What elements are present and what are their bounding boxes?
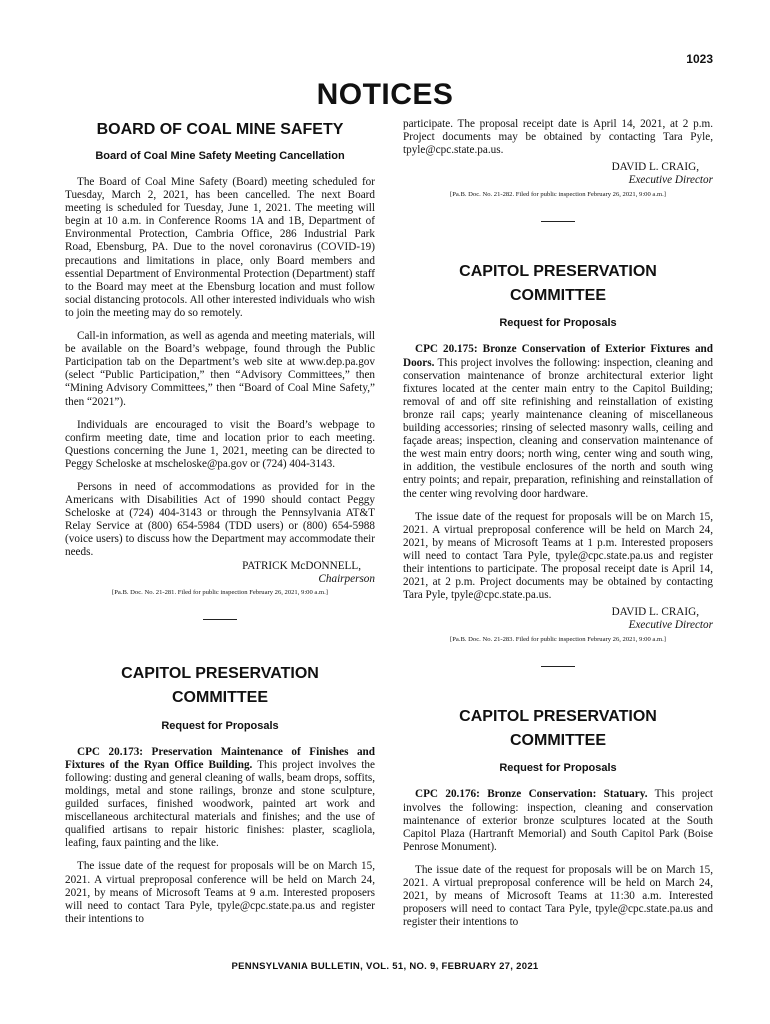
board-paragraph-4: Persons in need of accommodations as provided for in the Americans with Disabilities Act of 1990 should contact Peggy Scheloske at (724) 404-3143 or through the Pennsylvania AT&T Relay Service at (800) 654-5984 (TDD users) or (800) 654-5988 (voice users) to discuss how the Department may accommodate their needs. xyxy=(65,480,375,559)
page-number: 1023 xyxy=(686,52,713,66)
page-title: NOTICES xyxy=(316,78,454,111)
signer-1-title: Executive Director xyxy=(628,174,713,187)
cpc-title-line-2: COMMITTEE xyxy=(510,287,606,305)
cpc-175-paragraph xyxy=(403,343,713,500)
cpc-175-text: This project involves the following: inspection, cleaning and conservation maintenance of bronze architectural exterior light fixtures located at the center main entry to the Capitol Building; removal of and off site refinishing and reinstallation of existing bronze rail caps; yearly maintenance cleaning of miscellaneous building accessories; rinsing of selected masonry walls, ceiling and façade areas; inspection, cleaning and conservation maintenance of the west main entry doors; north wing, center wing and south wing, in addition, the vestibule enclosures of the north and south wing entry points; and repair, preparation, refinishing and reinstallation of the center wing revolving door hardware. xyxy=(403,356,713,500)
board-subtitle: Board of Coal Mine Safety Meeting Cancellation xyxy=(95,150,345,162)
cpc-subtitle: Request for Proposals xyxy=(499,317,617,330)
doc-line-1: [Pa.B. Doc. No. 21-282. Filed for public inspection February 26, 2021, 9:00 a.m.] xyxy=(450,191,666,199)
cpc-176-lead: CPC 20.176: Bronze Conservation: Statuary. xyxy=(415,788,648,801)
board-title: BOARD OF COAL MINE SAFETY xyxy=(96,121,344,138)
cpc2-title-line-2: COMMITTEE xyxy=(510,732,606,750)
cpc-176-issue-paragraph: The issue date of the request for proposals will be on March 15, 2021. A virtual preproposal conference will be held on March 24, 2021, by means of Microsoft Teams at 11:30 a.m. Interested proposers will need to contact Tara Pyle, tpyle@cpc.state.pa.us and register their intentions to xyxy=(403,863,713,929)
page-footer: PENNSYLVANIA BULLETIN, VOL. 51, NO. 9, FEBRUARY 27, 2021 xyxy=(231,961,539,972)
cpc-176-text: This project involves the following: inspection, cleaning and conservation maintenance of exterior bronze sculptures located at the South Capitol Plaza (Hartranft Memorial) and South Capitol Park (Boise Penrose Monument). xyxy=(403,788,713,853)
cpc-title-line-2: COMMITTEE xyxy=(172,688,268,706)
cpc-175-lead: CPC 20.175: Bronze Conservation of Exterior Fixtures and Doors. xyxy=(403,343,713,369)
doc-line: [Pa.B. Doc. No. 21-281. Filed for public inspection February 26, 2021, 9:00 a.m.] xyxy=(112,588,328,596)
signer-1-name: DAVID L. CRAIG, xyxy=(611,161,699,174)
board-paragraph-2: Call-in information, as well as agenda and meeting materials, will be available on the Board’s webpage, found through the Public Participation tab on the Department’s web site at www.dep.pa.gov (select “Public Participation,” then “Advisory Committees,” then “Mining Advisory Committees,” then “Board of Coal Mine Safety,” then “2021”). xyxy=(65,330,375,408)
cpc-title-line-1: CAPITOL PRESERVATION xyxy=(121,664,319,682)
cpc-173-lead: CPC 20.173: Preservation Maintenance of Finishes and Fixtures of the Ryan Office Building. xyxy=(65,745,375,771)
cpc-175-issue-paragraph: The issue date of the request for proposals will be on March 15, 2021. A virtual preproposal conference will be held on March 24, 2021, by means of Microsoft Teams at 1 p.m. Interested proposers will need to contact Tara Pyle, tpyle@cpc.state.pa.us and register their intentions to participate. The proposal receipt date is April 14, 2021, at 2 p.m. Project documents may be obtained by contacting Tara Pyle, tpyle@cpc.state.pa.us. xyxy=(403,510,713,602)
cpc-title-line-1: CAPITOL PRESERVATION xyxy=(459,263,657,281)
cpc-173-paragraph xyxy=(65,746,375,851)
continued-paragraph: participate. The proposal receipt date is April 14, 2021, at 2 p.m. Project documents may be obtained by contacting Tara Pyle, tpyle@cpc.state.pa.us. xyxy=(403,118,713,157)
board-paragraph-3: Individuals are encouraged to visit the Board’s webpage to confirm meeting date, time and location prior to each meeting. Questions concerning the June 1, 2021, meeting can be directed to Peggy Scheloske at mscheloske@pa.gov or (724) 404-3143. xyxy=(65,418,375,470)
signer-2-name: DAVID L. CRAIG, xyxy=(611,606,699,619)
signer-title: Chairperson xyxy=(318,572,375,585)
cpc-173-text: This project involves the following: dusting and general cleaning of walls, beam drops, soffits, moldings, metal and stone railings, bronze and stone sculpture, guilded surfaces, finished woodwork, painted art work and miscellaneous architectural materials and finishes; and the use of qualified artisans to repair historic finishes: plaster, scagliola, leafing, faux painting and the like. xyxy=(65,758,375,850)
cpc2-subtitle: Request for Proposals xyxy=(499,762,617,775)
signer-name: PATRICK McDONNELL, xyxy=(242,559,361,572)
board-paragraph-1: The Board of Coal Mine Safety (Board) meeting scheduled for Tuesday, March 2, 2021, has been cancelled. The next Board meeting is scheduled for Tuesday, June 1, 2021. The meeting will begin at 10 a.m. in Conference Rooms 1A and 1B, Department of Environmental Protection, Cambria Office, 286 Industrial Park Road, Ebensburg, PA. Due to the novel coronavirus (COVID-19) precautions and limitations in place, only Board members and essential Department of Environmental Protection (Department) staff to the Board may meet at the Ebensburg location and must follow social distancing protocols. All other interested individuals who wish to join the meeting may do so remotely. xyxy=(65,176,375,319)
cpc-176-paragraph xyxy=(403,788,713,853)
right-column xyxy=(403,118,713,929)
doc-line-2: [Pa.B. Doc. No. 21-283. Filed for public inspection February 26, 2021, 9:00 a.m.] xyxy=(450,636,666,644)
cpc-subtitle: Request for Proposals xyxy=(161,719,279,732)
cpc2-title-line-1: CAPITOL PRESERVATION xyxy=(459,708,657,726)
cpc-173-issue-paragraph: The issue date of the request for proposals will be on March 15, 2021. A virtual preproposal conference will be held on March 24, 2021, by means of Microsoft Teams at 9 a.m. Interested proposers will need to contact Tara Pyle, tpyle@cpc.state.pa.us and register their intentions to xyxy=(65,860,375,925)
left-column xyxy=(65,118,375,926)
signer-2-title: Executive Director xyxy=(628,619,713,632)
